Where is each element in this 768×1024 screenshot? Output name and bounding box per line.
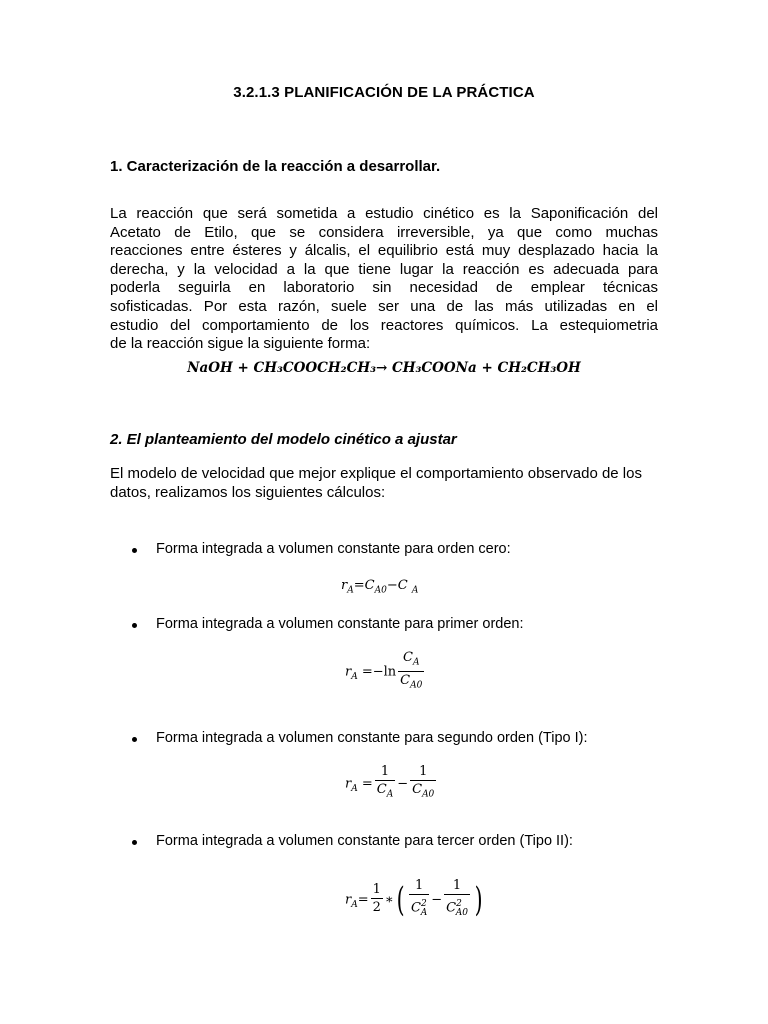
- list-item-text: Forma integrada a volumen constante para segundo orden (Tipo I):: [156, 730, 588, 746]
- paragraph-line: Acetato de Etilo, que se considera irreversible, ya que como muchas: [110, 223, 658, 241]
- bullet-icon: [132, 840, 137, 845]
- list-item-text: Forma integrada a volumen constante para orden cero:: [156, 541, 511, 557]
- paragraph-line: de la reacción sigue la siguiente forma:: [110, 335, 371, 353]
- paragraph-line: reacciones entre ésteres y álcalis, el equilibrio está muy desplazado hacia la: [110, 242, 658, 260]
- paragraph-line: La reacción que será sometida a estudio cinético es la Saponificación del: [110, 205, 658, 222]
- list-item-text: Forma integrada a volumen constante para primer orden:: [156, 616, 524, 632]
- section-2-heading: 2. El planteamiento del modelo cinético a ajustar: [110, 431, 457, 448]
- bullet-icon: [132, 623, 137, 628]
- bullet-icon: [132, 737, 137, 742]
- reaction-equation: NaOH + CH₃COOCH₂CH₃→ CH₃COONa + CH₂CH₃OH: [187, 360, 581, 376]
- page-title: 3.2.1.3 PLANIFICACIÓN DE LA PRÁCTICA: [233, 84, 535, 101]
- formula-zero-order: $r_A=C_{A0}-C$ $_A$: [341, 578, 419, 596]
- list-item-text: Forma integrada a volumen constante para tercer orden (Tipo II):: [156, 833, 573, 849]
- bullet-icon: [132, 548, 137, 553]
- formula-first-order: $r_A =-\ln$ $\frac{C_A}{C_{A0}}$: [345, 650, 423, 691]
- section-2-intro: El modelo de velocidad que mejor explique el comportamiento observado de los datos, realizamos los siguientes cálculos:: [110, 465, 642, 501]
- section-1-paragraph: [110, 205, 658, 354]
- paragraph-line: poderla seguirla en laboratorio sin necesidad de emplear técnicas: [110, 279, 658, 297]
- paragraph-line: derecha, y la velocidad a la que tiene lugar la reacción es adecuada para: [110, 260, 658, 278]
- paragraph-line: sofisticadas. Por esta razón, suele ser una de las más utilizadas en el: [110, 297, 658, 315]
- formula-second-order: $r_A$ = $\frac{1}{C_A}$ − $\frac{1}{C_{A0}}$: [345, 764, 435, 800]
- paragraph-line: estudio del comportamiento de los reactores químicos. La estequiometria: [110, 316, 658, 334]
- formula-third-order: $r_A=$ $\frac{1}{2}$ ∗( $\frac{1}{C^2_A}$ − $\frac{1}{C^2_{A0}}$ ): [345, 878, 483, 920]
- section-1-heading: 1. Caracterización de la reacción a desarrollar.: [110, 158, 441, 175]
